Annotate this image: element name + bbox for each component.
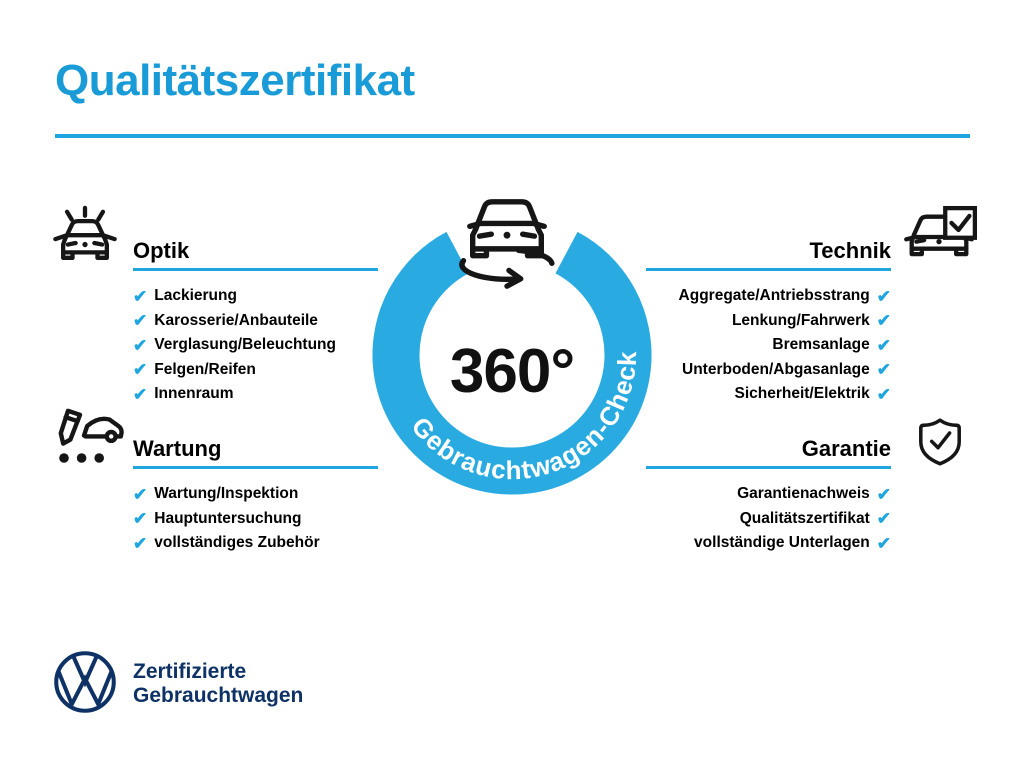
badge-value: 360° xyxy=(449,337,575,406)
checklist-item xyxy=(133,382,378,407)
checklist-item xyxy=(133,507,378,532)
checklist-item xyxy=(133,358,378,383)
check-icon: ✔ xyxy=(876,533,891,553)
checklist-item-label: Bremsanlage xyxy=(772,336,870,354)
check-icon: ✔ xyxy=(876,509,891,529)
checklist-item xyxy=(646,333,891,358)
checklist xyxy=(133,482,378,556)
footer-brand-line2: Gebrauchtwagen xyxy=(133,684,304,707)
checklist-item xyxy=(646,507,891,532)
shield-check-icon xyxy=(908,415,972,488)
checklist xyxy=(133,284,378,407)
check-icon: ✔ xyxy=(876,311,891,331)
badge-ring-label: Gebrauchtwagen-Check xyxy=(405,350,643,486)
car-shine-icon xyxy=(46,204,124,287)
checklist-item-label: Aggregate/Antriebsstrang xyxy=(678,287,870,305)
check-icon: ✔ xyxy=(876,484,891,504)
check-icon: ✔ xyxy=(133,509,148,529)
checklist-item-label: Sicherheit/Elektrik xyxy=(734,385,870,403)
checklist-item-label: Hauptuntersuchung xyxy=(154,509,302,527)
checklist-item xyxy=(646,358,891,383)
checklist-item xyxy=(133,309,378,334)
check-icon: ✔ xyxy=(133,286,148,306)
checklist-item xyxy=(133,482,378,507)
section-optik xyxy=(133,237,378,407)
section-title: Optik xyxy=(133,238,190,263)
check-icon: ✔ xyxy=(133,335,148,355)
checklist-item-label: Felgen/Reifen xyxy=(154,360,256,378)
checklist-item-label: Garantienachweis xyxy=(737,485,870,503)
checklist-item xyxy=(646,531,891,556)
checklist xyxy=(646,482,891,556)
check-icon: ✔ xyxy=(133,384,148,404)
section-garantie xyxy=(646,435,891,556)
checklist-item xyxy=(133,531,378,556)
title-divider xyxy=(55,134,970,138)
check-icon: ✔ xyxy=(876,360,891,380)
check-icon: ✔ xyxy=(876,384,891,404)
checklist-item xyxy=(133,333,378,358)
checklist-item xyxy=(646,309,891,334)
footer-brand-text xyxy=(133,660,303,708)
section-title: Technik xyxy=(809,238,891,263)
section-title: Wartung xyxy=(133,436,222,461)
check-icon: ✔ xyxy=(876,286,891,306)
checklist-item-label: vollständiges Zubehör xyxy=(154,534,320,552)
check-icon: ✔ xyxy=(133,484,148,504)
footer-brand-line1: Zertifizierte xyxy=(133,660,247,683)
checklist-item xyxy=(646,284,891,309)
checklist xyxy=(646,284,891,407)
checklist-item xyxy=(646,482,891,507)
check-icon: ✔ xyxy=(876,335,891,355)
checklist-item-label: Unterboden/Abgasanlage xyxy=(682,360,870,378)
check-icon: ✔ xyxy=(133,533,148,553)
checklist-item-label: Lackierung xyxy=(154,287,237,305)
section-divider xyxy=(646,466,891,469)
checklist-item xyxy=(133,284,378,309)
checklist-item-label: Qualitätszertifikat xyxy=(739,509,870,527)
section-divider xyxy=(133,268,378,271)
checklist-item-label: Innenraum xyxy=(154,385,234,403)
section-divider xyxy=(646,268,891,271)
check-icon: ✔ xyxy=(133,311,148,331)
vw-logo xyxy=(52,649,118,720)
page-title: Qualitätszertifikat xyxy=(55,56,415,105)
checklist-item-label: Karosserie/Anbauteile xyxy=(154,311,318,329)
checklist-item-label: Verglasung/Beleuchtung xyxy=(154,336,336,354)
car-rotate-icon xyxy=(462,202,552,286)
pencil-car-icon xyxy=(44,406,124,491)
car-checkbox-icon xyxy=(900,205,978,288)
section-technik xyxy=(646,237,891,407)
check-icon: ✔ xyxy=(133,360,148,380)
checklist-item-label: Wartung/Inspektion xyxy=(154,485,299,503)
section-divider xyxy=(133,466,378,469)
badge-360-check xyxy=(372,190,653,500)
section-wartung xyxy=(133,435,378,556)
section-title: Garantie xyxy=(801,436,891,461)
checklist-item xyxy=(646,382,891,407)
checklist-item-label: vollständige Unterlagen xyxy=(694,534,870,552)
checklist-item-label: Lenkung/Fahrwerk xyxy=(731,311,870,329)
